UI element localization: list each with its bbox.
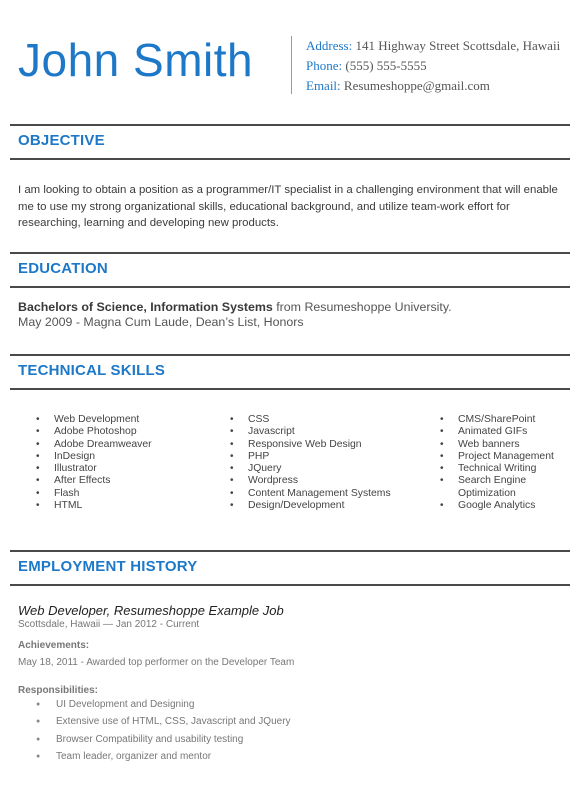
phone-value: (555) 555-5555 <box>345 58 427 73</box>
skill-item: • CSS <box>228 414 408 426</box>
responsibilities-list <box>36 696 291 765</box>
education-details: May 2009 - Magna Cum Laude, Dean’s List, Honors <box>18 315 304 329</box>
address-line <box>306 36 560 56</box>
responsibility-item: ● Browser Compatibility and usability testing <box>36 731 291 748</box>
skill-item: • Adobe Dreamweaver <box>34 439 214 451</box>
responsibility-item: ● UI Development and Designing <box>36 696 291 713</box>
skill-item: • Google Analytics <box>438 500 568 512</box>
phone-label: Phone: <box>306 58 343 73</box>
employment-title: EMPLOYMENT HISTORY <box>18 558 198 575</box>
skills-column-2 <box>228 414 408 512</box>
address-label: Address: <box>306 38 353 53</box>
skill-item: • CMS/SharePoint <box>438 414 568 426</box>
skill-item: • HTML <box>34 500 214 512</box>
skill-item: • Illustrator <box>34 463 214 475</box>
skill-item: • InDesign <box>34 451 214 463</box>
skill-item: • Project Management <box>438 451 568 463</box>
responsibility-item: ● Team leader, organizer and mentor <box>36 748 291 765</box>
phone-line <box>306 56 560 76</box>
skill-item: • Wordpress <box>228 475 408 487</box>
skill-item: • Design/Development <box>228 500 408 512</box>
achievements-label: Achievements: <box>18 640 90 651</box>
skill-item: • Technical Writing <box>438 463 568 475</box>
skill-item: • Content Management Systems <box>228 488 408 500</box>
education-heading <box>10 252 570 288</box>
candidate-name: John Smith <box>18 34 254 86</box>
education-degree: Bachelors of Science, Information Systems <box>18 300 273 314</box>
skills-column-1 <box>34 414 214 512</box>
education-title: EDUCATION <box>18 260 108 277</box>
responsibilities-label: Responsibilities: <box>18 685 99 696</box>
skills-heading <box>10 354 570 390</box>
email-label: Email: <box>306 78 341 93</box>
job-title: Web Developer, Resumeshoppe Example Job <box>18 603 284 618</box>
skill-item: • Search Engine Optimization <box>438 475 568 500</box>
skill-item: • Web Development <box>34 414 214 426</box>
skill-item: • Web banners <box>438 439 568 451</box>
skill-item: • Flash <box>34 488 214 500</box>
address-value: 141 Highway Street Scottsdale, Hawaii <box>355 38 561 53</box>
skill-item: • Responsive Web Design <box>228 439 408 451</box>
email-line <box>306 76 560 96</box>
skills-column-3 <box>438 414 568 512</box>
job-location-dates: Scottsdale, Hawaii — Jan 2012 - Current <box>18 619 200 630</box>
skill-item: • Javascript <box>228 426 408 438</box>
skill-item: • Adobe Photoshop <box>34 426 214 438</box>
achievement-item: May 18, 2011 - Awarded top performer on the Developer Team <box>18 657 295 668</box>
skill-item: • PHP <box>228 451 408 463</box>
education-block <box>18 300 452 330</box>
education-school: from Resumeshoppe University. <box>272 300 452 314</box>
objective-heading <box>10 124 570 160</box>
employment-heading <box>10 550 570 586</box>
header-divider <box>291 36 292 94</box>
skill-item: • After Effects <box>34 475 214 487</box>
objective-text: I am looking to obtain a position as a programmer/IT specialist in a challenging environment that will enable me to use my strong organizational skills, educational background, and utilize team-work effort for researching, learning and developing new products. <box>18 184 558 229</box>
responsibility-item: ● Extensive use of HTML, CSS, Javascript and JQuery <box>36 713 291 730</box>
skills-title: TECHNICAL SKILLS <box>18 362 166 379</box>
objective-title: OBJECTIVE <box>18 132 105 149</box>
email-value[interactable]: Resumeshoppe@gmail.com <box>343 78 490 93</box>
contact-block <box>306 36 560 96</box>
resume-header <box>0 0 580 110</box>
skill-item: • JQuery <box>228 463 408 475</box>
skill-item: • Animated GIFs <box>438 426 568 438</box>
education-degree-line <box>18 300 452 315</box>
